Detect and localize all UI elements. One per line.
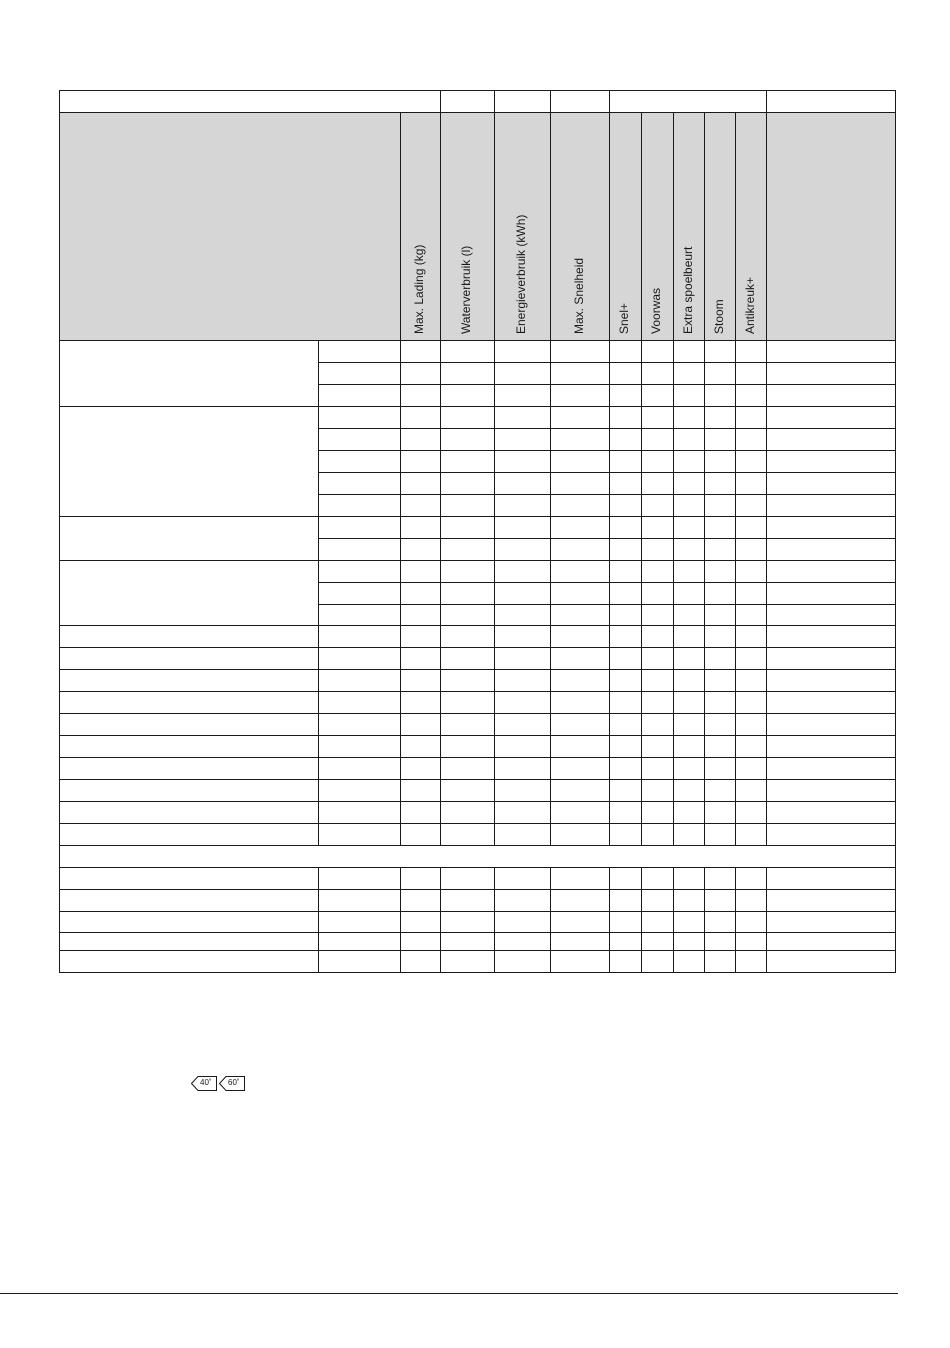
row-rule xyxy=(59,911,896,912)
row-rule xyxy=(318,428,896,429)
temp-label-60: 60˚ xyxy=(228,1078,240,1087)
column-rule xyxy=(641,867,642,972)
row-rule xyxy=(59,713,896,714)
column-rule xyxy=(400,867,401,972)
temp-tag-40 xyxy=(191,1076,217,1091)
row-rule xyxy=(59,823,896,824)
temp-label-40: 40˚ xyxy=(200,1078,212,1087)
row-rule xyxy=(59,867,896,868)
column-rule xyxy=(550,867,551,972)
row-rule xyxy=(318,582,896,583)
header-divider xyxy=(550,112,551,340)
row-rule xyxy=(59,406,896,407)
column-rule xyxy=(318,340,319,845)
row-rule xyxy=(59,950,896,951)
top-row-divider xyxy=(609,90,610,113)
row-rule xyxy=(59,560,896,561)
table-left-edge xyxy=(59,340,60,973)
row-rule xyxy=(59,691,896,692)
column-header-text: Max. Snelheid xyxy=(572,257,586,334)
column-header-text: Waterverbruik (l) xyxy=(459,245,473,334)
row-rule xyxy=(318,494,896,495)
header-divider xyxy=(609,112,610,340)
column-rule xyxy=(609,340,610,845)
row-rule xyxy=(318,384,896,385)
row-rule xyxy=(59,889,896,890)
column-header-text: Snel+ xyxy=(617,302,631,334)
row-rule xyxy=(318,472,896,473)
row-rule xyxy=(59,932,896,933)
row-rule xyxy=(59,625,896,626)
column-rule xyxy=(766,340,767,845)
row-rule xyxy=(59,845,896,846)
table-right-edge xyxy=(895,340,896,973)
column-rule xyxy=(440,340,441,845)
column-header-text: Voorwas xyxy=(649,287,663,334)
column-rule xyxy=(494,867,495,972)
column-rule xyxy=(735,340,736,845)
column-header-text: Stoom xyxy=(712,299,726,334)
row-rule xyxy=(59,801,896,802)
header-divider xyxy=(766,112,767,340)
top-row-divider xyxy=(59,90,60,113)
column-rule xyxy=(704,867,705,972)
top-row-rule xyxy=(59,90,896,91)
header-divider xyxy=(704,112,705,340)
top-row-divider xyxy=(440,90,441,113)
column-rule xyxy=(673,340,674,845)
table-bottom-rule xyxy=(59,972,896,973)
column-header-text: Antikreuk+ xyxy=(743,276,757,334)
row-rule xyxy=(59,735,896,736)
row-rule xyxy=(318,538,896,539)
temperature-badges xyxy=(191,1076,247,1093)
row-rule xyxy=(59,647,896,648)
footer-rule xyxy=(0,1293,898,1294)
header-divider xyxy=(735,112,736,340)
row-rule xyxy=(318,604,896,605)
column-rule xyxy=(641,340,642,845)
column-rule xyxy=(400,340,401,845)
column-rule xyxy=(318,867,319,972)
top-row-rule xyxy=(59,112,896,113)
header-divider xyxy=(641,112,642,340)
top-row-divider xyxy=(766,90,767,113)
header-shading xyxy=(59,112,895,340)
row-rule xyxy=(59,516,896,517)
column-rule xyxy=(550,340,551,845)
column-rule xyxy=(609,867,610,972)
column-header-text: Extra spoelbeurt xyxy=(681,246,695,334)
header-bottom-rule xyxy=(59,340,896,341)
top-row-divider xyxy=(494,90,495,113)
top-row-divider xyxy=(550,90,551,113)
column-rule xyxy=(704,340,705,845)
row-rule xyxy=(318,362,896,363)
column-rule xyxy=(440,867,441,972)
row-rule xyxy=(59,779,896,780)
column-rule xyxy=(766,867,767,972)
top-row-divider xyxy=(895,90,896,113)
column-header-text: Energieverbruik (kWh) xyxy=(514,214,528,334)
column-header-text: Max. Lading (kg) xyxy=(412,244,426,334)
row-rule xyxy=(59,669,896,670)
row-rule xyxy=(59,757,896,758)
row-rule xyxy=(318,450,896,451)
column-rule xyxy=(494,340,495,845)
header-divider xyxy=(59,112,60,340)
header-divider xyxy=(673,112,674,340)
column-rule xyxy=(673,867,674,972)
header-divider xyxy=(440,112,441,340)
temp-tag-60 xyxy=(219,1076,245,1091)
header-divider xyxy=(895,112,896,340)
column-rule xyxy=(735,867,736,972)
header-divider xyxy=(400,112,401,340)
header-divider xyxy=(494,112,495,340)
